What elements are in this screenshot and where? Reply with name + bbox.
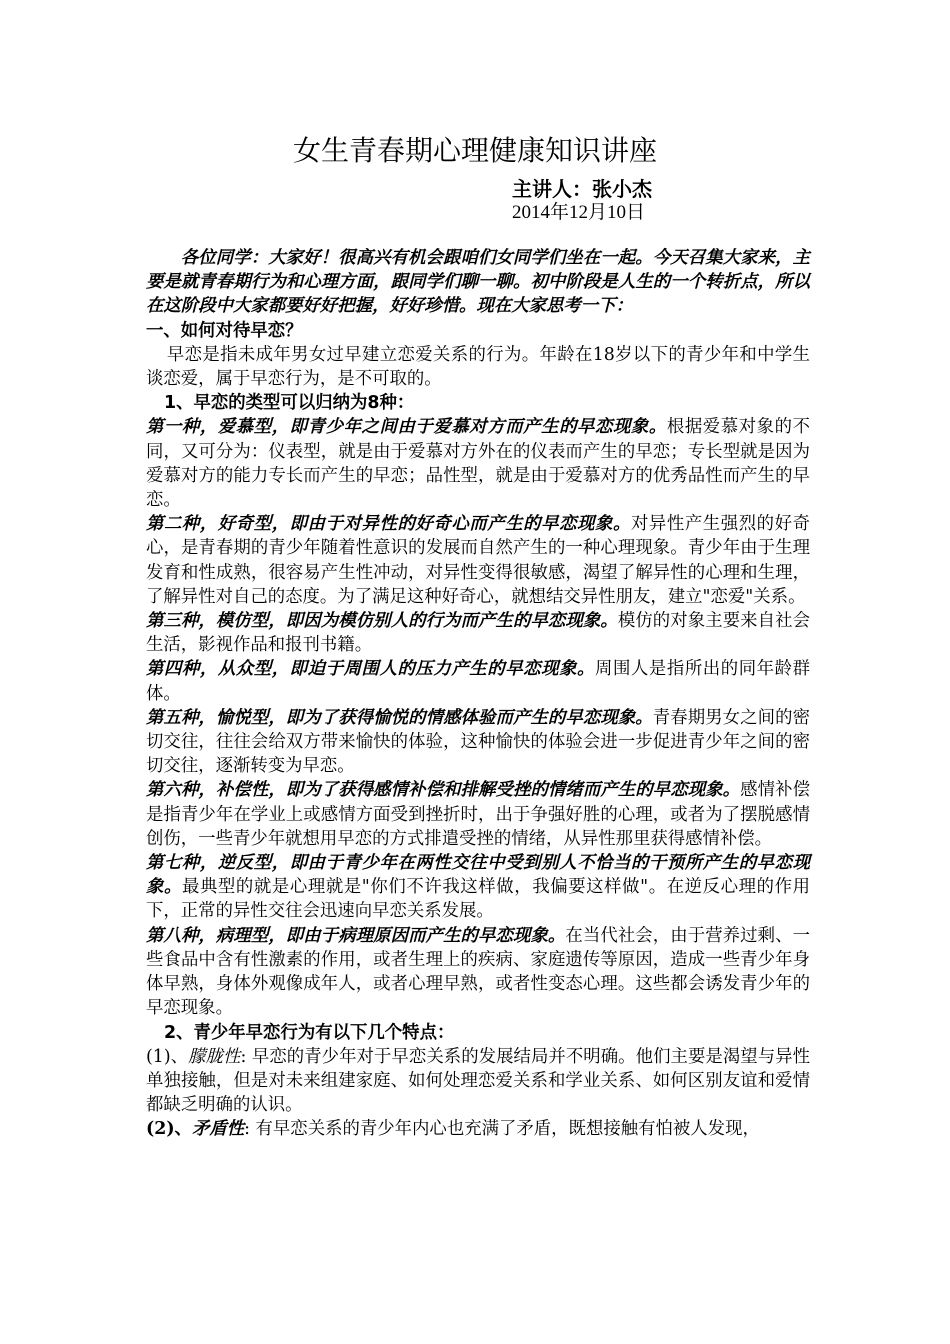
type-paragraph [146,609,810,657]
intro-paragraph: 各位同学：大家好！很高兴有机会跟咱们女同学们坐在一起。今天召集大家来，主要是就青春期行为和心理方面，跟同学们聊一聊。初中阶段是人生的一个转折点，所以在这阶段中大家都要好好把握，好好珍惜。现在大家思考一下： [146,248,810,317]
document-title: 女生青春期心理健康知识讲座 [292,134,657,167]
type-paragraph [146,706,810,779]
type-text: 感情补偿是指青少年在学业上或感情方面受到挫折时，出于争强好胜的心理，或者为了摆脱感情创伤，一些青少年就想用早恋的方式排遣受挫的情绪，从异性那里获得感情补偿。 [146,780,810,849]
type-paragraph [146,778,810,851]
feature-name: 朦胧性 [188,1046,241,1067]
subsection-heading: 1、早恋的类型可以归纳为8种： [164,393,415,414]
type-lead: 第五种，愉悦型，即为了获得愉悦的情感体验而产生的早恋现象。 [146,707,653,728]
type-paragraph [146,657,810,705]
feature-paragraph [146,1045,810,1118]
definition-paragraph: 早恋是指未成年男女过早建立恋爱关系的行为。年龄在18岁以下的青少年和中学生谈恋爱，属于早恋行为，是不可取的。 [146,344,810,390]
type-paragraph [146,512,810,609]
feature-name: 矛盾性 [191,1119,245,1140]
type-text: 在当代社会，由于营养过剩、一些食品中含有性激素的作用，或者生理上的疾病、家庭遗传等原因，造成一些青少年身体早熟，身体外观像成年人，或者心理早熟，或者性变态心理。这些都会诱发青少年的早恋现象。 [146,925,810,1019]
type-lead: 第四种，从众型，即迫于周围人的压力产生的早恋现象。 [146,659,596,680]
type-lead: 第二种，好奇型，即由于对异性的好奇心而产生的早恋现象。 [146,514,631,535]
type-lead: 第八种，病理型，即由于病理原因而产生的早恋现象。 [146,925,566,946]
feature-paragraph [146,1117,810,1141]
type-text: 对异性产生强烈的好奇心，是青春期的青少年随着性意识的发展而自然产生的一种心理现象。青少年由于生理发育和性成熟，很容易产生性冲动，对异性变得很敏感，渴望了解异性的心理和生理，了解异性对自己的态度。为了满足这种好奇心，就想结交异性朋友，建立"恋爱"关系。 [146,514,810,607]
type-text: 根据爱慕对象的不同，又可分为：仪表型，就是由于爱慕对方外在的仪表而产生的早恋；专长型就是因为爱慕对方的能力专长而产生的早恋；品性型，就是由于爱慕对方的优秀品性而产生的早恋。 [146,417,810,511]
type-lead: 第六种，补偿性，即为了获得感情补偿和排解受挫的情绪而产生的早恋现象。 [146,780,741,801]
feature-text: : 有早恋关系的青少年内心也充满了矛盾，既想接触有怕被人发现， [244,1119,760,1140]
speaker-line: 主讲人：张小杰 [512,177,652,201]
feature-number: (2)、 [146,1119,192,1140]
lecture-date: 2014年12月10日 [512,202,646,223]
type-paragraph [146,851,810,924]
type-text: 周围人是指所出的同年龄群体。 [146,659,810,704]
section-heading: 一、如何对待早恋？ [146,320,303,341]
subsection-heading: 2、青少年早恋行为有以下几个特点： [164,1022,455,1043]
feature-text: : 早恋的青少年对于早恋关系的发展结局并不明确。他们主要是渴望与异性单独接触，但是对未来组建家庭、如何处理恋爱关系和学业关系、如何区别友谊和爱情都缺乏明确的认识。 [146,1046,810,1116]
type-text: 青春期男女之间的密切交往，往往会给双方带来愉快的体验，这种愉快的体验会进一步促进青少年之间的密切交往，逐渐转变为早恋。 [146,707,810,777]
type-lead: 第七种，逆反型，即由于青少年在两性交往中受到别人不恰当的干预所产生的早恋现象。 [146,853,810,898]
feature-number: (1)、 [146,1046,189,1067]
type-paragraph [146,415,810,512]
type-lead: 第三种，模仿型，即因为模仿别人的行为而产生的早恋现象。 [146,611,618,632]
type-lead: 第一种，爱慕型，即青少年之间由于爱慕对方而产生的早恋现象。 [146,417,667,438]
type-paragraph [146,924,810,1021]
type-text: 最典型的就是心理就是"你们不许我这样做，我偏要这样做"。在逆反心理的作用下，正常的异性交往会迅速向早恋关系发展。 [146,877,810,922]
document-body [146,246,810,1142]
type-text: 模仿的对象主要来自社会生活，影视作品和报刊书籍。 [146,611,810,656]
